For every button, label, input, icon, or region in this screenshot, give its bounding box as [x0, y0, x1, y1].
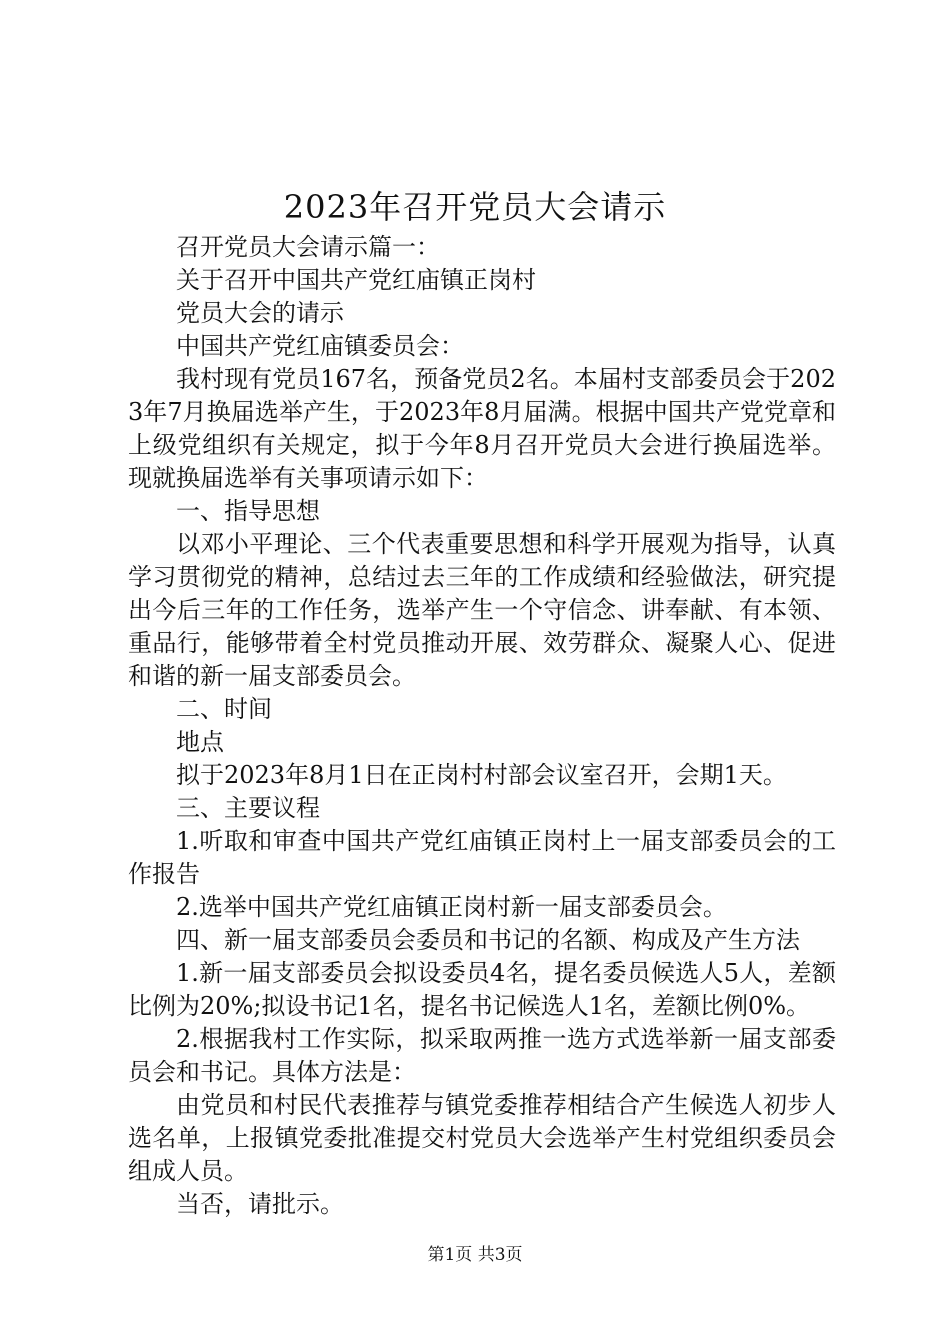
closing-line: 当否，请批示。 [176, 1190, 344, 1218]
list-item: 1.新一届支部委员会拟设委员4名，提名委员候选人5人，差额比例为20%;拟设书记1名，提名书记候选人1名，差额比例0%。 [128, 959, 836, 1020]
paragraph: 由党员和村民代表推荐与镇党委推荐相结合产生候选人初步人选名单，上报镇党委批准提交村党员大会选举产生村党组织委员会组成人员。 [128, 1091, 836, 1185]
list-item: 2.选举中国共产党红庙镇正岗村新一届支部委员会。 [176, 893, 727, 921]
list-item: 1.听取和审查中国共产党红庙镇正岗村上一届支部委员会的工作报告 [128, 827, 836, 888]
paragraph: 中国共产党红庙镇委员会： [176, 332, 464, 360]
section-heading: 三、主要议程 [176, 794, 320, 822]
section-heading: 二、时间 [176, 695, 272, 723]
paragraph: 拟于2023年8月1日在正岗村村部会议室召开，会期1天。 [176, 761, 787, 789]
paragraph: 召开党员大会请示篇一： [176, 233, 440, 261]
paragraph: 关于召开中国共产党红庙镇正岗村 [176, 266, 536, 294]
list-item: 2.根据我村工作实际，拟采取两推一选方式选举新一届支部委员会和书记。具体方法是： [128, 1025, 836, 1086]
paragraph: 我村现有党员167名，预备党员2名。本届村支部委员会于2023年7月换届选举产生，于2023年8月届满。根据中国共产党党章和上级党组织有关规定，拟于今年8月召开党员大会进行换届选举。现就换届选举有关事项请示如下： [128, 365, 836, 492]
document-title: 2023年召开党员大会请示 [283, 188, 667, 226]
paragraph: 以邓小平理论、三个代表重要思想和科学开展观为指导，认真学习贯彻党的精神，总结过去三年的工作成绩和经验做法，研究提出今后三年的工作任务，选举产生一个守信念、讲奉献、有本领、重品行，能够带着全村党员推动开展、效劳群众、凝聚人心、促进和谐的新一届支部委员会。 [128, 530, 836, 690]
section-heading: 一、指导思想 [176, 497, 320, 525]
document-body [128, 231, 836, 1221]
paragraph: 地点 [176, 728, 224, 756]
section-heading: 四、新一届支部委员会委员和书记的名额、构成及产生方法 [176, 926, 800, 954]
paragraph: 党员大会的请示 [176, 299, 344, 327]
page-footer: 第1页 共3页 [427, 1245, 523, 1265]
